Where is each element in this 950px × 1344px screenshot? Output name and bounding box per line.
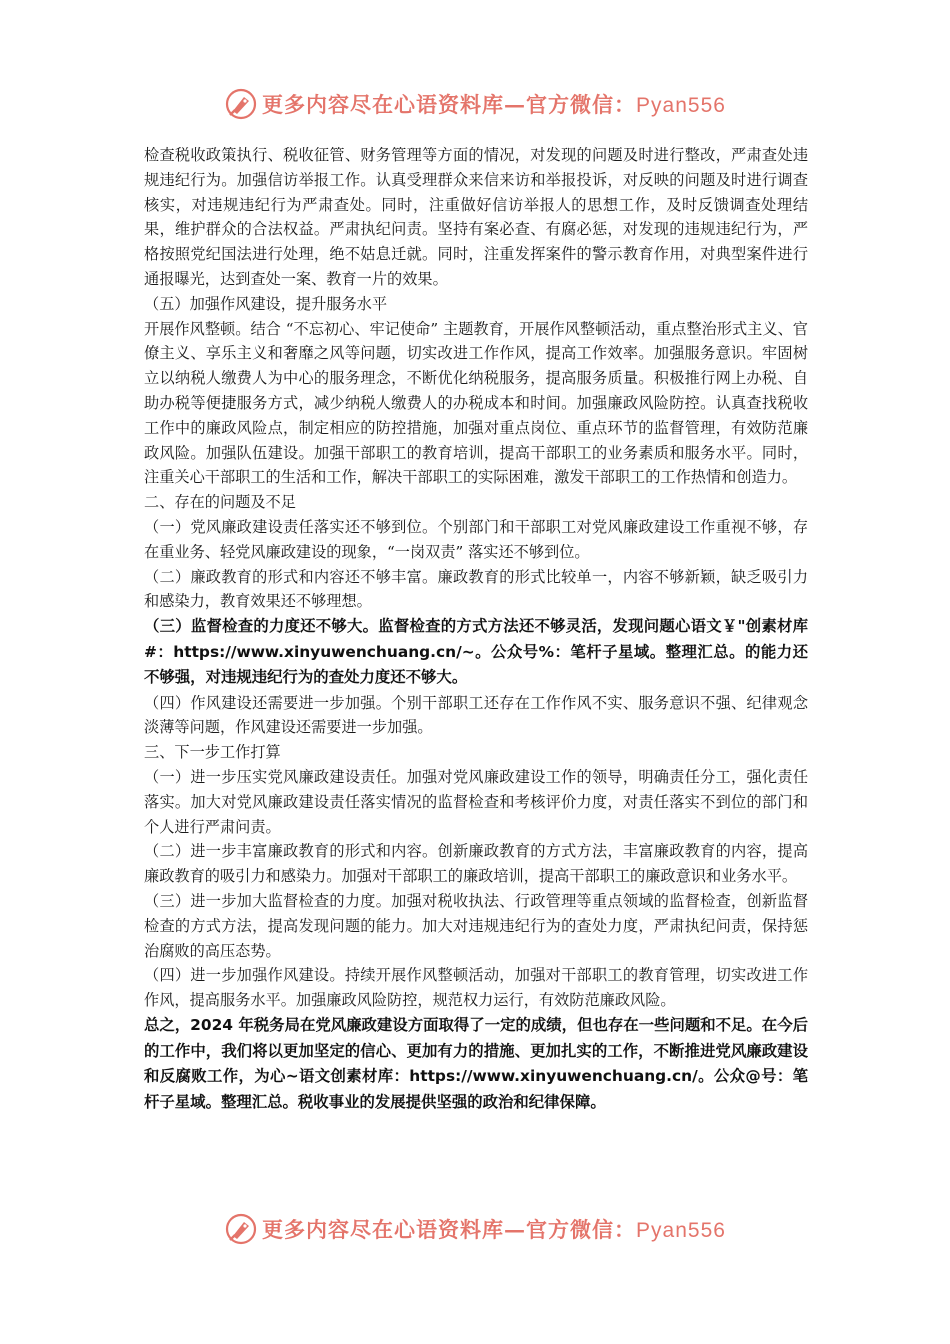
footer-banner [0,1209,950,1249]
banner-text: 更多内容尽在心语资料库—官方微信：Pyan556 [262,1217,726,1242]
paragraph: （三）监督检查的力度还不够大。监督检查的方式方法还不够灵活，发现问题心语文￥"创素材库#：https://www.xinyuwenchuang.cn/~。公众号%：笔杆子星域。整理汇总。的能力还不够强，对违规违纪行为的查处力度还不够大。 [144,617,808,687]
paragraph: （二）进一步丰富廉政教育的形式和内容。创新廉政教育的方式方法，丰富廉政教育的内容，提高廉政教育的吸引力和感染力。加强对干部职工的廉政培训，提高干部职工的廉政意识和业务水平。 [144,842,808,886]
wechat-id: Pyan556 [636,1219,726,1242]
conclusion-paragraph: 总之，2024 年税务局在党风廉政建设方面取得了一定的成绩，但也存在一些问题和不足。在今后的工作中，我们将以更加坚定的信心、更加有力的措施、更加扎实的工作，不断推进党风廉政建设和反腐败工作，为心~语文创素材库：https://www.xinyuwenchuang.cn/。公众@号：笔杆子星域。整理汇总。税收事业的发展提供坚强的政治和纪律保障。 [144,1016,808,1111]
paragraph: （一）进一步压实党风廉政建设责任。加强对党风廉政建设工作的领导，明确责任分工，强化责任落实。加大对党风廉政建设责任落实情况的监督检查和考核评价力度，对责任落实不到位的部门和个人进行严肃问责。 [144,768,808,836]
document-body [144,143,808,1115]
pen-nib-logo-icon [224,87,258,121]
paragraph: （四）作风建设还需要进一步加强。个别干部职工还存在工作作风不实、服务意识不强、纪律观念淡薄等问题，作风建设还需要进一步加强。 [144,693,808,737]
paragraph: （四）进一步加强作风建设。持续开展作风整顿活动，加强对干部职工的教育管理，切实改进工作作风，提高服务水平。加强廉政风险防控，规范权力运行，有效防范廉政风险。 [144,966,808,1010]
section-heading: 二、存在的问题及不足 [144,493,296,512]
banner-text: 更多内容尽在心语资料库—官方微信：Pyan556 [262,92,726,117]
paragraph: （二）廉政教育的形式和内容还不够丰富。廉政教育的形式比较单一，内容不够新颖，缺乏吸引力和感染力，教育效果还不够理想。 [144,567,808,611]
section-heading: 三、下一步工作打算 [144,743,281,762]
pen-nib-logo-icon [224,1212,258,1246]
paragraph: （一）党风廉政建设责任落实还不够到位。个别部门和干部职工对党风廉政建设工作重视不够，存在重业务、轻党风廉政建设的现象，“一岗双责” 落实还不够到位。 [144,517,808,561]
wechat-id: Pyan556 [636,94,726,117]
paragraph: 检查税收政策执行、税收征管、财务管理等方面的情况，对发现的问题及时进行整改，严肃查处违规违纪行为。加强信访举报工作。认真受理群众来信来访和举报投诉，对反映的问题及时进行调查核实，对违规违纪行为严肃查处。同时，注重做好信访举报人的思想工作，及时反馈调查处理结果，维护群众的合法权益。严肃执纪问责。坚持有案必查、有腐必惩，对发现的违规违纪行为，严格按照党纪国法进行处理，绝不姑息迁就。同时，注重发挥案件的警示教育作用，对典型案件进行通报曝光，达到查处一案、教育一片的效果。 [144,146,808,288]
paragraph: 开展作风整顿。结合 “不忘初心、牢记使命” 主题教育，开展作风整顿活动，重点整治形式主义、官僚主义、享乐主义和奢靡之风等问题，切实改进工作作风，提高工作效率。加强服务意识。牢固树立以纳税人缴费人为中心的服务理念，不断优化纳税服务，提高服务质量。积极推行网上办税、自助办税等便捷服务方式，减少纳税人缴费人的办税成本和时间。加强廉政风险防控。认真查找税收工作中的廉政风险点，制定相应的防控措施，加强对重点岗位、重点环节的监督管理，有效防范廉政风险。加强队伍建设。加强干部职工的教育培训，提高干部职工的业务素质和服务水平。同时，注重关心干部职工的生活和工作，解决干部职工的实际困难，激发干部职工的工作热情和创造力。 [144,319,808,487]
header-banner [0,84,950,124]
paragraph: （三）进一步加大监督检查的力度。加强对税收执法、行政管理等重点领域的监督检查，创新监督检查的方式方法，提高发现问题的能力。加大对违规违纪行为的查处力度，严肃执纪问责，保持惩治腐败的高压态势。 [144,892,808,960]
section-heading: （五）加强作风建设，提升服务水平 [144,294,387,313]
